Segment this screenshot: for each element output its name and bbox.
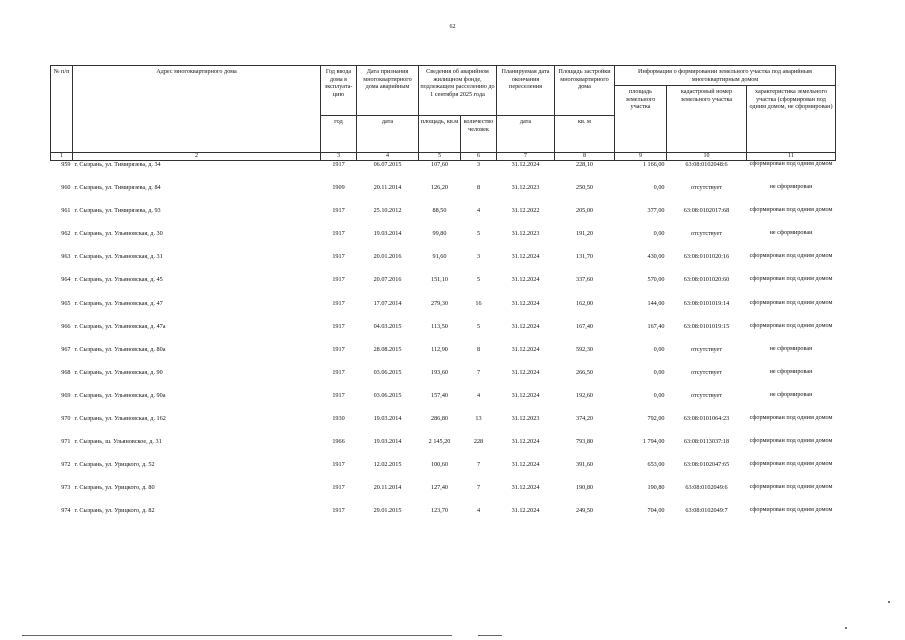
table-row bbox=[51, 346, 836, 369]
scan-mark bbox=[888, 601, 890, 603]
cell-area: 127,40 bbox=[430, 484, 448, 492]
cell-people: 7 bbox=[476, 368, 481, 376]
table-row bbox=[51, 392, 836, 415]
cell-area: 107,60 bbox=[430, 161, 448, 169]
cell-year: 1917 bbox=[332, 368, 345, 376]
cell-people: 5 bbox=[476, 276, 481, 284]
cell-people: 4 bbox=[476, 507, 481, 515]
cell-year: 1917 bbox=[332, 161, 345, 169]
emergency-housing-table bbox=[50, 65, 836, 530]
cell-planned: 31.12.2023 bbox=[511, 184, 540, 192]
cell-date: 03.06.2015 bbox=[373, 368, 402, 376]
cell-build-area: 592,30 bbox=[575, 345, 593, 353]
cell-year: 1917 bbox=[332, 322, 345, 330]
table-row bbox=[51, 161, 836, 184]
cell-planned: 31.12.2024 bbox=[511, 438, 540, 446]
cell-people: 4 bbox=[476, 391, 481, 399]
cell-planned: 31.12.2022 bbox=[511, 207, 540, 215]
cell-area: 99,80 bbox=[432, 230, 447, 238]
cell-people: 3 bbox=[476, 253, 481, 261]
unit-date: дата bbox=[357, 116, 419, 153]
page-number: 62 bbox=[449, 24, 456, 30]
cell-date: 04.03.2015 bbox=[373, 322, 402, 330]
cell-date: 17.07.2014 bbox=[373, 299, 402, 307]
cell-people: 8 bbox=[476, 345, 481, 353]
col-number: 10 bbox=[667, 153, 747, 161]
cell-address: г. Сызрань, ул. Ульяновская, д. 80а bbox=[74, 345, 166, 353]
cell-cadastral: 63:08:0102047:65 bbox=[683, 461, 730, 469]
cell-num: 960 bbox=[61, 184, 71, 192]
cell-build-area: 162,00 bbox=[575, 299, 593, 307]
unit-people: количество человек bbox=[461, 116, 497, 153]
cell-num: 963 bbox=[61, 253, 71, 261]
cell-land-area: 653,00 bbox=[647, 461, 665, 469]
cell-people: 7 bbox=[476, 461, 481, 469]
unit-sqm: кв. м bbox=[555, 116, 615, 153]
cell-address: г. Сызрань, ул. Тимирязева, д. 93 bbox=[74, 207, 161, 215]
cell-status: сформирован под одним домом bbox=[749, 252, 833, 260]
table-row bbox=[51, 461, 836, 484]
cell-num: 959 bbox=[61, 161, 71, 169]
cell-planned: 31.12.2024 bbox=[511, 322, 540, 330]
col-number: 6 bbox=[461, 153, 497, 161]
col-number: 4 bbox=[357, 153, 419, 161]
cell-num: 969 bbox=[61, 391, 71, 399]
cell-address: г. Сызрань, ул. Тимирязева, д. 34 bbox=[74, 161, 161, 169]
col-number: 3 bbox=[321, 153, 357, 161]
header-num: № п/п bbox=[51, 66, 73, 153]
cell-people: 3 bbox=[476, 161, 481, 169]
cell-num: 968 bbox=[61, 368, 71, 376]
table-row bbox=[51, 207, 836, 230]
cell-area: 123,70 bbox=[430, 507, 448, 515]
cell-people: 5 bbox=[476, 230, 481, 238]
cell-date: 06.07.2015 bbox=[373, 161, 402, 169]
cell-address: г. Сызрань, ул. Урицкого, д. 80 bbox=[74, 484, 155, 492]
cell-area: 279,30 bbox=[430, 299, 448, 307]
cell-address: г. Сызрань, ул. Ульяновская, д. 30 bbox=[74, 230, 163, 238]
table-row bbox=[51, 300, 836, 323]
cell-address: г. Сызрань, ул. Ульяновская, д. 90а bbox=[74, 391, 166, 399]
cell-land-area: 1 166,00 bbox=[642, 161, 665, 169]
cell-year: 1917 bbox=[332, 507, 345, 515]
cell-date: 12.02.2015 bbox=[373, 461, 402, 469]
cell-cadastral: 63:08:0101020:16 bbox=[683, 253, 730, 261]
cell-status: сформирован под одним домом bbox=[749, 506, 833, 514]
cell-cadastral: 63:08:0102017:68 bbox=[683, 207, 730, 215]
cell-num: 973 bbox=[61, 484, 71, 492]
cell-cadastral: 63:08:0101020:60 bbox=[683, 276, 730, 284]
cell-cadastral: 63:08:0102049:7 bbox=[685, 507, 728, 515]
table-row bbox=[51, 253, 836, 276]
table-row bbox=[51, 484, 836, 507]
cell-area: 2 145,20 bbox=[428, 438, 451, 446]
cell-cadastral: 63:08:0102049:6 bbox=[685, 484, 728, 492]
cell-year: 1917 bbox=[332, 276, 345, 284]
cell-year: 1917 bbox=[332, 207, 345, 215]
cell-year: 1917 bbox=[332, 484, 345, 492]
cell-status: не сформирован bbox=[769, 390, 813, 398]
cell-status: сформирован под одним домом bbox=[749, 483, 833, 491]
scan-mark bbox=[845, 627, 847, 629]
cell-status: не сформирован bbox=[769, 229, 813, 237]
header-cadastral: кадастровый номер земельного участка bbox=[667, 86, 747, 153]
cell-people: 16 bbox=[475, 299, 482, 307]
header-characteristic: характеристика земельного участка (сформирован под одним домом, не сформирован) bbox=[747, 86, 836, 153]
cell-date: 20.07.2016 bbox=[373, 276, 402, 284]
cell-land-area: 190,80 bbox=[647, 484, 665, 492]
header-building-area: Площадь застройки многоквартирного дома bbox=[555, 66, 615, 116]
cell-cadastral: 63:08:0101019:15 bbox=[683, 322, 730, 330]
cell-people: 8 bbox=[476, 184, 481, 192]
cell-address: г. Сызрань, ул. Ульяновская, д. 47 bbox=[74, 299, 163, 307]
cell-people: 4 bbox=[476, 207, 481, 215]
col-number: 1 bbox=[51, 153, 73, 161]
cell-status: сформирован под одним домом bbox=[749, 298, 833, 306]
cell-num: 966 bbox=[61, 322, 71, 330]
cell-area: 157,40 bbox=[430, 391, 448, 399]
cell-date: 20.01.2016 bbox=[373, 253, 402, 261]
cell-num: 967 bbox=[61, 345, 71, 353]
cell-planned: 31.12.2024 bbox=[511, 299, 540, 307]
cell-land-area: 792,00 bbox=[647, 414, 665, 422]
cell-land-area: 377,00 bbox=[647, 207, 665, 215]
cell-land-area: 430,00 bbox=[647, 253, 665, 261]
cell-land-area: 0,00 bbox=[653, 368, 665, 376]
cell-land-area: 0,00 bbox=[653, 184, 665, 192]
cell-build-area: 190,80 bbox=[575, 484, 593, 492]
cell-num: 961 bbox=[61, 207, 71, 215]
cell-year: 1966 bbox=[332, 438, 345, 446]
cell-address: г. Сызрань, ул. Тимирязева, д. 84 bbox=[74, 184, 161, 192]
cell-num: 962 bbox=[61, 230, 71, 238]
cell-year: 1917 bbox=[332, 345, 345, 353]
cell-date: 19.03.2014 bbox=[373, 438, 402, 446]
cell-status: сформирован под одним домом bbox=[749, 460, 833, 468]
cell-num: 964 bbox=[61, 276, 71, 284]
cell-build-area: 250,50 bbox=[575, 184, 593, 192]
cell-land-area: 1 794,00 bbox=[642, 438, 665, 446]
cell-planned: 31.12.2024 bbox=[511, 161, 540, 169]
cell-year: 1917 bbox=[332, 299, 345, 307]
cell-address: г. Сызрань, ул. Ульяновская, д. 90 bbox=[74, 368, 163, 376]
cell-status: сформирован под одним домом bbox=[749, 206, 833, 214]
cell-date: 29.01.2015 bbox=[373, 507, 402, 515]
cell-area: 151,10 bbox=[430, 276, 448, 284]
cell-year: 1917 bbox=[332, 230, 345, 238]
cell-date: 20.11.2014 bbox=[373, 484, 402, 492]
cell-area: 286,80 bbox=[430, 414, 448, 422]
table-row bbox=[51, 507, 836, 530]
cell-area: 100,60 bbox=[430, 461, 448, 469]
col-number: 7 bbox=[497, 153, 555, 161]
cell-address: г. Сызрань, ш. Ульяновское, д. 31 bbox=[74, 438, 162, 446]
cell-year: 1930 bbox=[332, 414, 345, 422]
cell-cadastral: отсутствует bbox=[691, 345, 722, 353]
cell-status: не сформирован bbox=[769, 183, 813, 191]
footer-rule-short bbox=[478, 635, 502, 636]
cell-cadastral: 63:08:0102048:6 bbox=[685, 161, 728, 169]
header-year: Год ввода дома в эксплуата-цию bbox=[321, 66, 357, 116]
cell-planned: 31.12.2024 bbox=[511, 391, 540, 399]
unit-area: площадь, кв.м bbox=[419, 116, 461, 153]
header-address: Адрес многоквартирного дома bbox=[73, 66, 321, 153]
cell-status: сформирован под одним домом bbox=[749, 437, 833, 445]
cell-build-area: 391,60 bbox=[575, 461, 593, 469]
cell-year: 1917 bbox=[332, 253, 345, 261]
cell-num: 971 bbox=[61, 438, 71, 446]
cell-num: 970 bbox=[61, 414, 71, 422]
cell-land-area: 570,00 bbox=[647, 276, 665, 284]
cell-land-area: 704,00 bbox=[647, 507, 665, 515]
cell-area: 88,50 bbox=[432, 207, 447, 215]
cell-year: 1917 bbox=[332, 391, 345, 399]
cell-address: г. Сызрань, ул. Урицкого, д. 52 bbox=[74, 461, 155, 469]
table-row bbox=[51, 369, 836, 392]
header-land-area: площадь земельного участка bbox=[615, 86, 667, 153]
cell-build-area: 266,50 bbox=[575, 368, 593, 376]
cell-area: 112,90 bbox=[431, 345, 448, 353]
cell-cadastral: отсутствует bbox=[691, 368, 722, 376]
table-row bbox=[51, 438, 836, 461]
cell-build-area: 337,60 bbox=[575, 276, 593, 284]
cell-people: 5 bbox=[476, 322, 481, 330]
cell-planned: 31.12.2023 bbox=[511, 414, 540, 422]
cell-area: 91,60 bbox=[432, 253, 447, 261]
cell-num: 965 bbox=[61, 299, 71, 307]
header-fund-info: Сведения об аварийном жилищном фонде, подлежащем расселению до 1 сентября 2025 года bbox=[419, 66, 497, 116]
cell-num: 972 bbox=[61, 461, 71, 469]
cell-year: 1909 bbox=[332, 184, 345, 192]
cell-area: 193,60 bbox=[430, 368, 448, 376]
col-number: 5 bbox=[419, 153, 461, 161]
footer-rule bbox=[22, 635, 452, 636]
header-date-recognized: Дата признания многоквартирного дома аварийным bbox=[357, 66, 419, 116]
table-row bbox=[51, 415, 836, 438]
cell-planned: 31.12.2024 bbox=[511, 253, 540, 261]
table-row bbox=[51, 276, 836, 299]
table-row bbox=[51, 184, 836, 207]
cell-cadastral: 63:08:0101019:14 bbox=[683, 299, 730, 307]
cell-status: не сформирован bbox=[769, 367, 813, 375]
cell-planned: 31.12.2023 bbox=[511, 230, 540, 238]
cell-status: сформирован под одним домом bbox=[749, 160, 833, 168]
cell-land-area: 144,00 bbox=[647, 299, 665, 307]
cell-cadastral: отсутствует bbox=[691, 391, 722, 399]
cell-status: сформирован под одним домом bbox=[749, 413, 833, 421]
col-number: 2 bbox=[73, 153, 321, 161]
cell-land-area: 0,00 bbox=[653, 345, 665, 353]
cell-people: 7 bbox=[476, 484, 481, 492]
cell-build-area: 167,40 bbox=[575, 322, 593, 330]
cell-build-area: 191,20 bbox=[575, 230, 593, 238]
cell-land-area: 0,00 bbox=[653, 230, 665, 238]
table-body bbox=[51, 161, 836, 531]
cell-date: 19.03.2014 bbox=[373, 414, 402, 422]
cell-planned: 31.12.2024 bbox=[511, 507, 540, 515]
cell-planned: 31.12.2024 bbox=[511, 484, 540, 492]
cell-cadastral: 63:08:0113037:18 bbox=[683, 438, 730, 446]
cell-address: г. Сызрань, ул. Ульяновская, д. 162 bbox=[74, 414, 166, 422]
header-planned-date: Планируемая дата окончания переселения bbox=[497, 66, 555, 116]
cell-status: сформирован под одним домом bbox=[749, 321, 833, 329]
cell-land-area: 0,00 bbox=[653, 391, 665, 399]
cell-date: 25.10.2012 bbox=[373, 207, 402, 215]
cell-date: 20.11.2014 bbox=[373, 184, 402, 192]
table-row bbox=[51, 230, 836, 253]
cell-num: 974 bbox=[61, 507, 71, 515]
unit-year: год bbox=[321, 116, 357, 153]
col-number: 8 bbox=[555, 153, 615, 161]
cell-date: 28.08.2015 bbox=[373, 345, 402, 353]
cell-build-area: 249,50 bbox=[575, 507, 593, 515]
header-land-info: Информация о формировании земельного участка под аварийным многоквартирным домом bbox=[615, 66, 836, 86]
cell-address: г. Сызрань, ул. Ульяновская, д. 47а bbox=[74, 322, 166, 330]
cell-year: 1917 bbox=[332, 461, 345, 469]
cell-people: 13 bbox=[475, 414, 482, 422]
cell-address: г. Сызрань, ул. Ульяновская, д. 45 bbox=[74, 276, 163, 284]
col-number: 9 bbox=[615, 153, 667, 161]
cell-land-area: 167,40 bbox=[647, 322, 665, 330]
cell-planned: 31.12.2024 bbox=[511, 345, 540, 353]
cell-planned: 31.12.2024 bbox=[511, 276, 540, 284]
cell-date: 19.03.2014 bbox=[373, 230, 402, 238]
cell-cadastral: 63:08:0101064:23 bbox=[683, 414, 730, 422]
unit-date2: дата bbox=[497, 116, 555, 153]
cell-planned: 31.12.2024 bbox=[511, 461, 540, 469]
cell-address: г. Сызрань, ул. Урицкого, д. 82 bbox=[74, 507, 155, 515]
cell-cadastral: отсутствует bbox=[691, 184, 722, 192]
table-row bbox=[51, 323, 836, 346]
cell-cadastral: отсутствует bbox=[691, 230, 722, 238]
cell-build-area: 793,80 bbox=[575, 438, 593, 446]
cell-area: 126,20 bbox=[430, 184, 448, 192]
col-number: 11 bbox=[747, 153, 836, 161]
cell-area: 113,50 bbox=[431, 322, 448, 330]
cell-date: 03.06.2015 bbox=[373, 391, 402, 399]
cell-people: 228 bbox=[473, 438, 484, 446]
cell-planned: 31.12.2024 bbox=[511, 368, 540, 376]
cell-status: сформирован под одним домом bbox=[749, 275, 833, 283]
cell-status: не сформирован bbox=[769, 344, 813, 352]
cell-build-area: 374,20 bbox=[575, 414, 593, 422]
cell-address: г. Сызрань, ул. Ульяновская, д. 31 bbox=[74, 253, 163, 261]
cell-build-area: 205,00 bbox=[575, 207, 593, 215]
cell-build-area: 228,10 bbox=[575, 161, 593, 169]
cell-build-area: 192,60 bbox=[575, 391, 593, 399]
cell-build-area: 131,70 bbox=[575, 253, 593, 261]
